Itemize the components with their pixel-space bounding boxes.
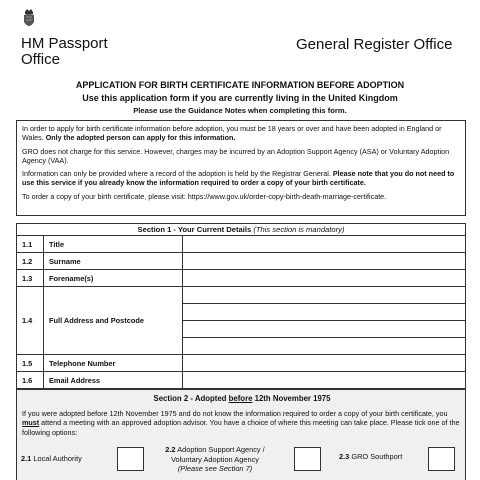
form-subtitle: Use this application form if you are currently living in the United Kingdom [82, 93, 398, 103]
info-paragraph-3: Information can only be provided where a record of the adoption is held by the Registrar General. Please note that you do not need to use this service if you already know the information required to order a copy of your birth certificate. [22, 169, 455, 188]
section-2-header: Section 2 - Adopted before 12th November 1975 [153, 394, 331, 403]
option-gro-southport-label: 2.3 GRO Southport [339, 452, 403, 461]
forenames-field[interactable] [183, 270, 466, 287]
address-line-2-field[interactable] [183, 304, 466, 321]
address-line-3-field[interactable] [183, 321, 466, 338]
asa-vaa-checkbox[interactable] [294, 447, 321, 471]
info-paragraph-2: GRO does not charge for this service. However, charges may be incurred by an Adoption Support Agency (ASA) or Voluntary Adoption Agency (VAA). [22, 146, 450, 165]
table-row: 1.6 Email Address [17, 372, 466, 389]
address-line-4-field[interactable] [183, 338, 466, 355]
email-field[interactable] [183, 372, 466, 389]
address-line-1-field[interactable] [183, 287, 466, 304]
table-row: 1.5 Telephone Number [17, 355, 466, 372]
table-row: 1.2 Surname [17, 253, 466, 270]
section-1-table [16, 223, 466, 389]
org-name-gro: General Register Office [296, 36, 453, 53]
table-row: 1.1 Title [17, 236, 466, 253]
org-name-hmpo: HM Passport Office [21, 35, 108, 68]
table-row: 1.3 Forename(s) [17, 270, 466, 287]
form-title: APPLICATION FOR BIRTH CERTIFICATE INFORMATION BEFORE ADOPTION [75, 80, 405, 90]
gro-southport-checkbox[interactable] [428, 447, 455, 471]
royal-crest-icon [22, 8, 36, 32]
section-2-panel [16, 389, 466, 480]
option-local-authority-label: 2.1 Local Authority [21, 454, 82, 463]
title-field[interactable] [183, 236, 466, 253]
local-authority-checkbox[interactable] [117, 447, 144, 471]
section-1-header: Section 1 - Your Current Details (This section is mandatory) [17, 224, 466, 236]
section-2-instructions: If you were adopted before 12th November 1975 and do not know the information required to order a copy of your birth certificate, you must attend a meeting with an approved adoption advisor. You have a choice of where this meeting can take place. Please tick one of the following options: [22, 409, 460, 437]
info-paragraph-1: In order to apply for birth certificate information before adoption, you must be 18 years or over and have been adopted in England or Wales. Only the adopted person can apply for this information. [22, 124, 442, 143]
option-asa-vaa-label: 2.2 Adoption Support Agency / Voluntary Adoption Agency (Please see Section 7) [165, 445, 265, 473]
info-box [16, 120, 466, 216]
info-paragraph-4: To order a copy of your birth certificate, please visit: https://www.gov.uk/order-copy-birth-death-marriage-certificate. [22, 191, 387, 201]
surname-field[interactable] [183, 253, 466, 270]
guidance-note: Please use the Guidance Notes when completing this form. [133, 106, 347, 115]
table-row: 1.4 Full Address and Postcode [17, 287, 466, 304]
telephone-field[interactable] [183, 355, 466, 372]
